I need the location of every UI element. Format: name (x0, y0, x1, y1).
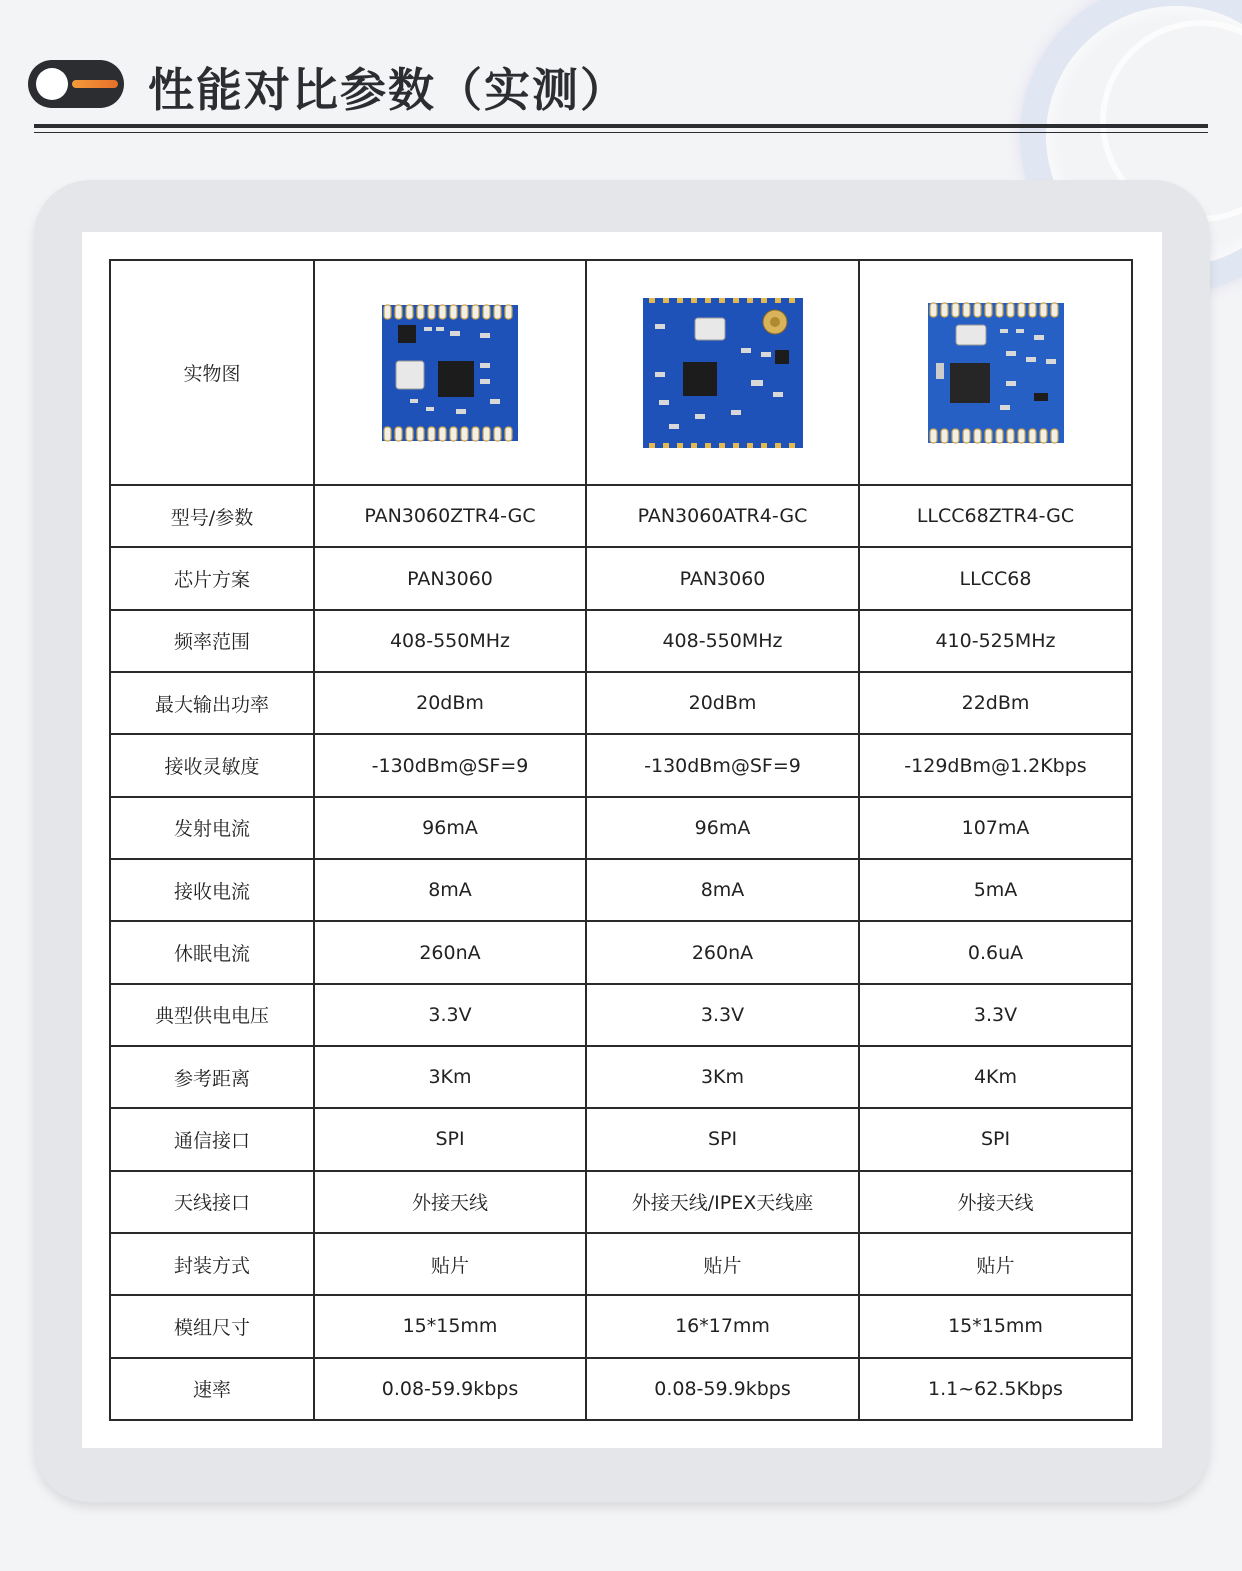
table-cell: 15*15mm (314, 1295, 586, 1357)
table-cell: -130dBm@SF=9 (586, 734, 859, 796)
table-cell: 410-525MHz (859, 610, 1132, 672)
table-cell: 3Km (314, 1046, 586, 1108)
product-image-cell (314, 260, 586, 485)
lora-module-pcb-1-icon (380, 303, 520, 443)
lora-module-pcb-ipex-2-icon (641, 296, 805, 450)
toggle-accent-bar (72, 80, 118, 88)
page-title: 性能对比参数（实测） (148, 63, 628, 117)
table-cell: 贴片 (586, 1233, 859, 1295)
table-cell: 1.1~62.5Kbps (859, 1358, 1132, 1420)
table-row (110, 1046, 1132, 1108)
table-row (110, 1295, 1132, 1357)
table-cell: 15*15mm (859, 1295, 1132, 1357)
table-cell: 4Km (859, 1046, 1132, 1108)
title-underline-thin (34, 132, 1208, 133)
row-label: 发射电流 (110, 797, 314, 859)
toggle-knob (36, 68, 68, 100)
row-label: 休眠电流 (110, 921, 314, 983)
table-cell: 贴片 (859, 1233, 1132, 1295)
table-row (110, 1171, 1132, 1233)
row-label: 典型供电电压 (110, 984, 314, 1046)
table-cell: 16*17mm (586, 1295, 859, 1357)
row-label: 芯片方案 (110, 547, 314, 609)
table-cell: PAN3060ATR4-GC (586, 485, 859, 547)
table-cell: 3.3V (314, 984, 586, 1046)
row-label: 通信接口 (110, 1108, 314, 1170)
table-cell: 408-550MHz (586, 610, 859, 672)
image-row-label: 实物图 (110, 260, 314, 485)
table-cell: 5mA (859, 859, 1132, 921)
comparison-card (82, 232, 1162, 1448)
table-cell: -130dBm@SF=9 (314, 734, 586, 796)
table-cell: 0.08-59.9kbps (586, 1358, 859, 1420)
table-cell: 0.08-59.9kbps (314, 1358, 586, 1420)
table-cell: 8mA (586, 859, 859, 921)
row-label: 最大输出功率 (110, 672, 314, 734)
table-row (110, 1233, 1132, 1295)
table-cell: SPI (586, 1108, 859, 1170)
comparison-panel (34, 180, 1210, 1502)
product-image-cell (859, 260, 1132, 485)
table-row (110, 610, 1132, 672)
table-cell: 外接天线 (314, 1171, 586, 1233)
table-cell: 408-550MHz (314, 610, 586, 672)
table-row (110, 734, 1132, 796)
product-image-cell (586, 260, 859, 485)
table-cell: 贴片 (314, 1233, 586, 1295)
table-cell: -129dBm@1.2Kbps (859, 734, 1132, 796)
table-cell: 外接天线 (859, 1171, 1132, 1233)
row-label: 速率 (110, 1358, 314, 1420)
row-label: 型号/参数 (110, 485, 314, 547)
table-cell: 8mA (314, 859, 586, 921)
table-cell: LLCC68ZTR4-GC (859, 485, 1132, 547)
table-cell: 外接天线/IPEX天线座 (586, 1171, 859, 1233)
row-label: 接收灵敏度 (110, 734, 314, 796)
table-cell: 3.3V (859, 984, 1132, 1046)
row-label: 接收电流 (110, 859, 314, 921)
table-cell: 96mA (586, 797, 859, 859)
table-cell: SPI (314, 1108, 586, 1170)
table-cell: PAN3060ZTR4-GC (314, 485, 586, 547)
table-row (110, 921, 1132, 983)
table-cell: 107mA (859, 797, 1132, 859)
table-cell: 3.3V (586, 984, 859, 1046)
table-row (110, 1358, 1132, 1420)
table-row (110, 485, 1132, 547)
row-label: 封装方式 (110, 1233, 314, 1295)
table-row (110, 547, 1132, 609)
table-cell: 20dBm (586, 672, 859, 734)
table-cell: 260nA (314, 921, 586, 983)
row-label: 参考距离 (110, 1046, 314, 1108)
table-cell: 0.6uA (859, 921, 1132, 983)
table-row (110, 672, 1132, 734)
table-cell: PAN3060 (314, 547, 586, 609)
table-cell: 20dBm (314, 672, 586, 734)
section-header (28, 56, 1208, 136)
table-cell: 3Km (586, 1046, 859, 1108)
row-label: 频率范围 (110, 610, 314, 672)
table-cell: SPI (859, 1108, 1132, 1170)
title-underline (34, 124, 1208, 128)
image-row (110, 260, 1132, 485)
table-cell: 22dBm (859, 672, 1132, 734)
toggle-icon (28, 60, 124, 108)
table-row (110, 1108, 1132, 1170)
lora-module-pcb-3-icon (926, 301, 1066, 445)
table-cell: 260nA (586, 921, 859, 983)
row-label: 模组尺寸 (110, 1295, 314, 1357)
table-row (110, 859, 1132, 921)
table-cell: PAN3060 (586, 547, 859, 609)
spec-comparison-table (109, 259, 1133, 1421)
table-row (110, 984, 1132, 1046)
table-cell: LLCC68 (859, 547, 1132, 609)
table-cell: 96mA (314, 797, 586, 859)
table-row (110, 797, 1132, 859)
row-label: 天线接口 (110, 1171, 314, 1233)
